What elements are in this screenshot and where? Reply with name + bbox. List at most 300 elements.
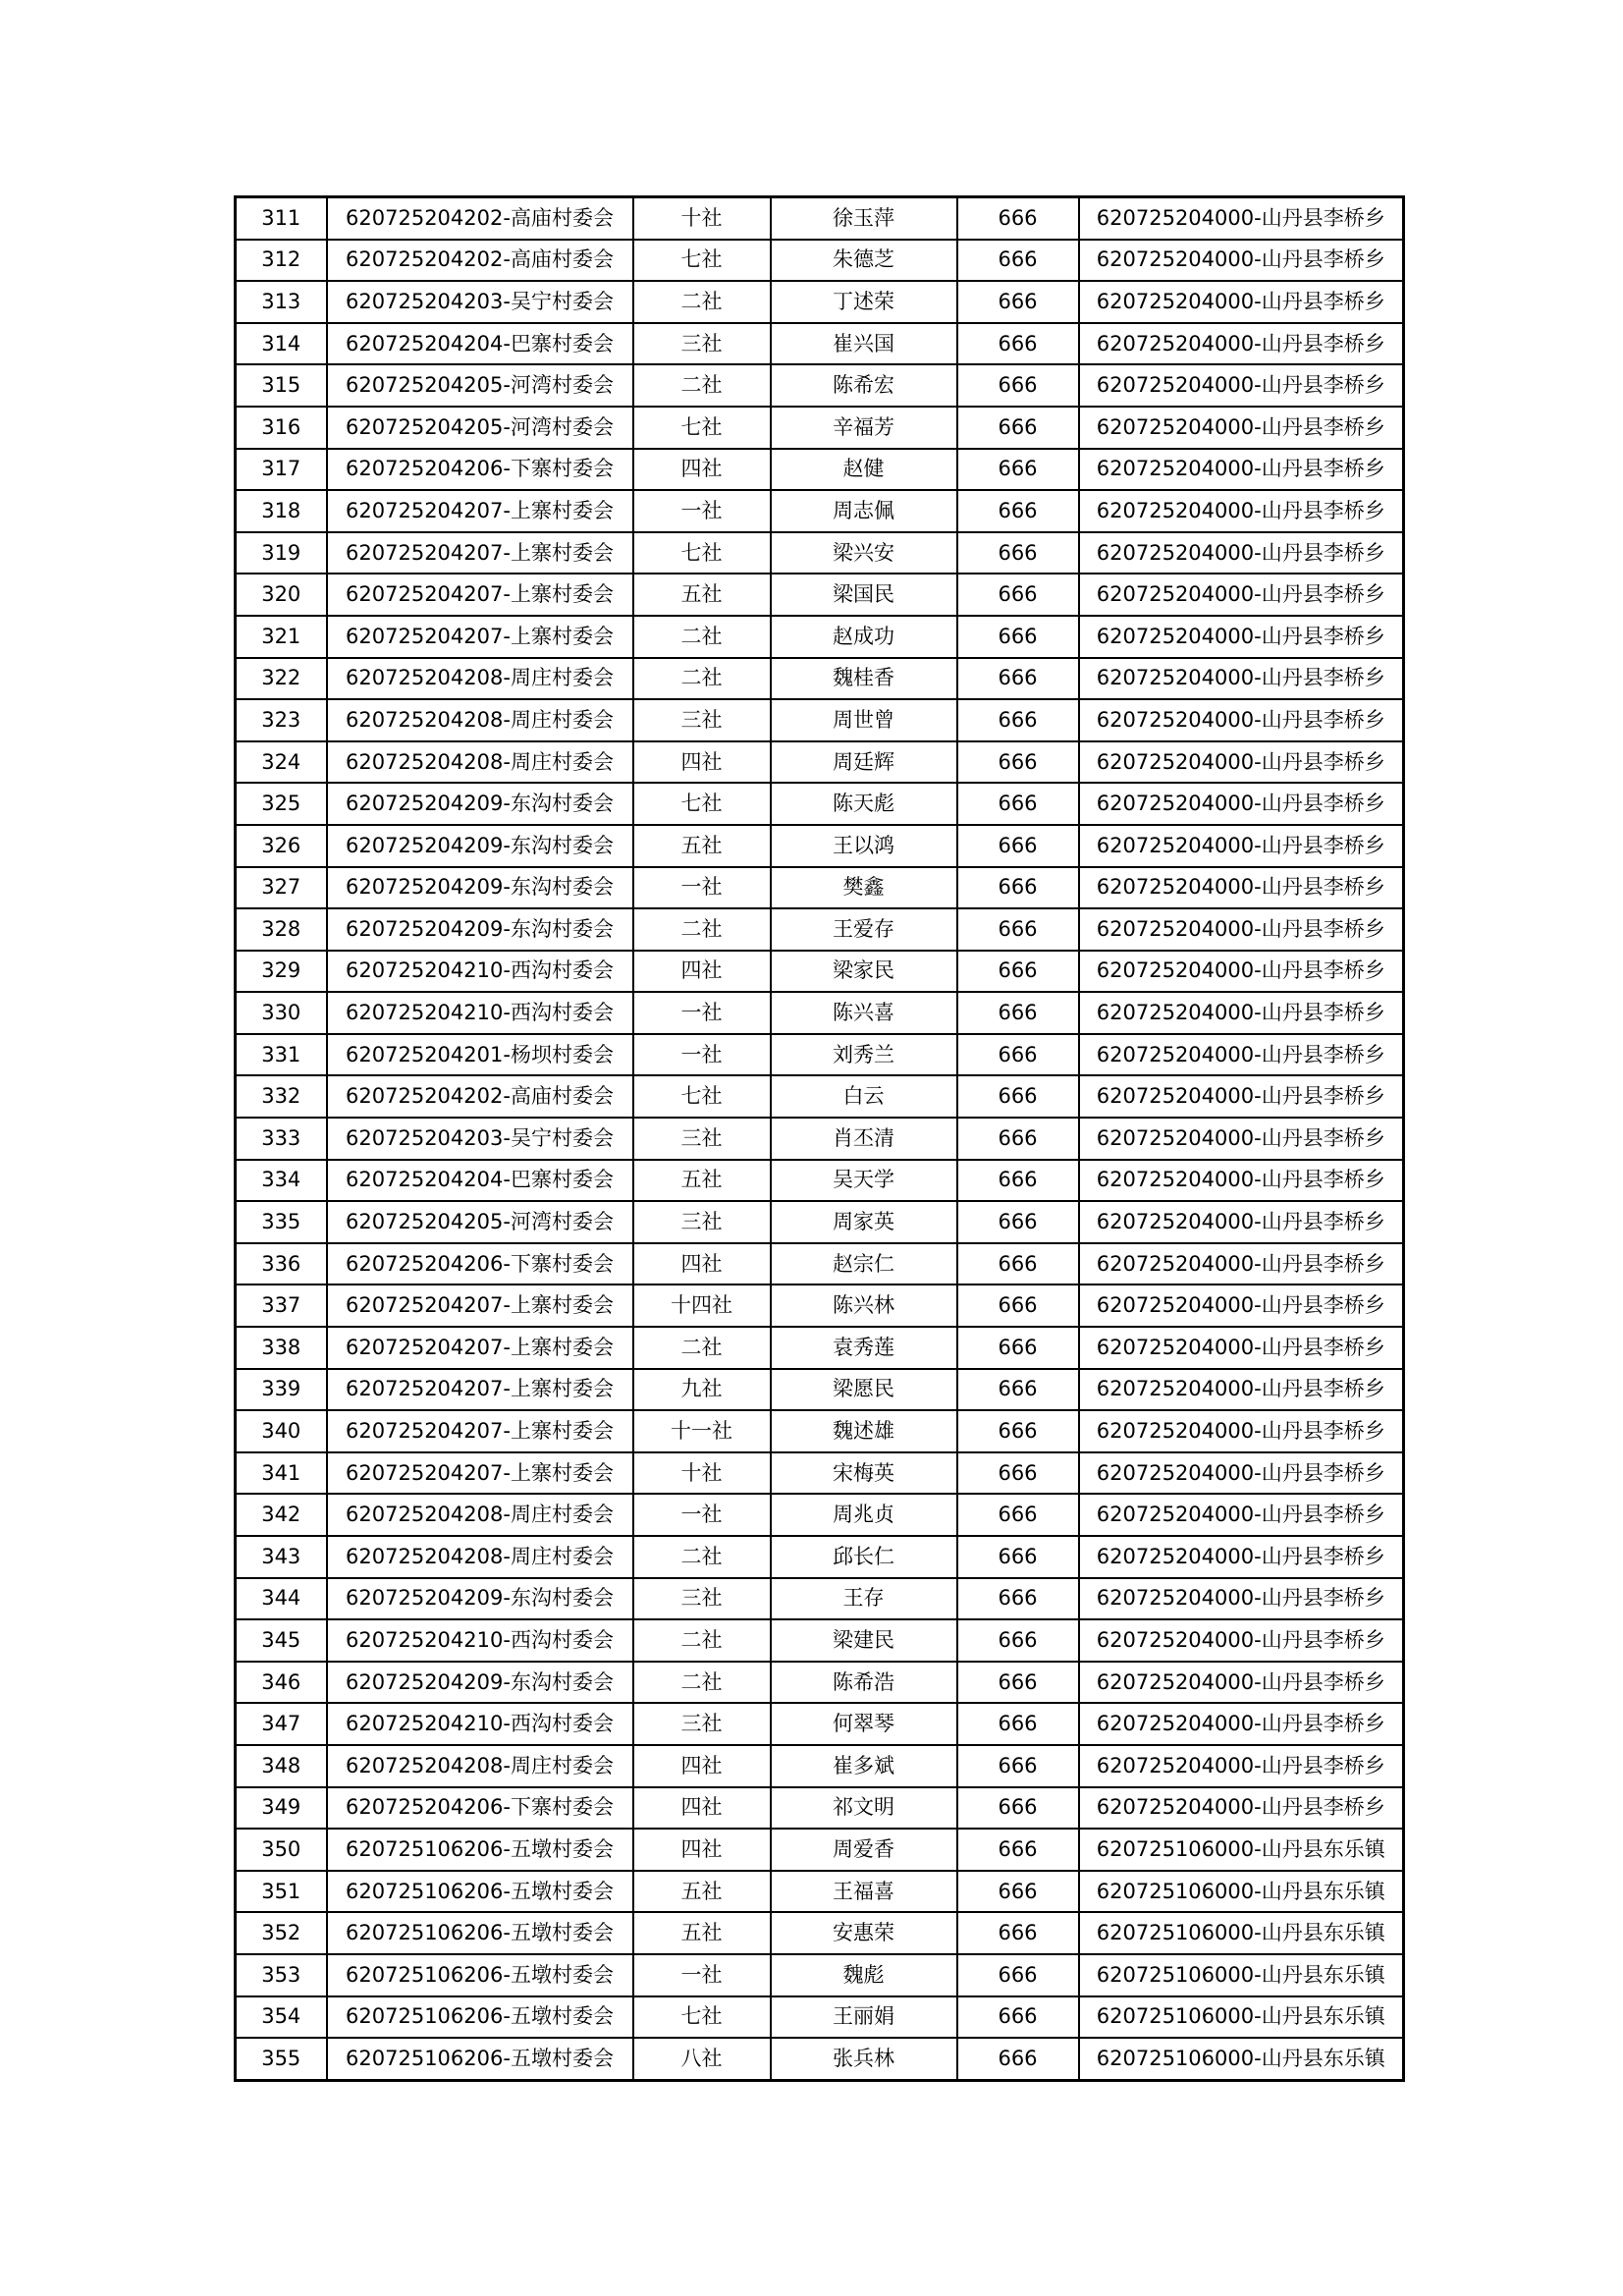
name-cell: 王存 <box>771 1578 957 1620</box>
row-number-cell: 314 <box>236 323 327 365</box>
amount-cell: 666 <box>957 658 1079 700</box>
township-code-cell: 620725204000-山丹县李桥乡 <box>1079 741 1404 784</box>
village-code-cell: 620725204208-周庄村委会 <box>327 658 633 700</box>
row-number-cell: 352 <box>236 1912 327 1954</box>
township-code-cell: 620725204000-山丹县李桥乡 <box>1079 1619 1404 1662</box>
name-cell: 何翠琴 <box>771 1703 957 1745</box>
amount-cell: 666 <box>957 783 1079 825</box>
township-code-cell: 620725204000-山丹县李桥乡 <box>1079 1410 1404 1452</box>
amount-cell: 666 <box>957 1452 1079 1495</box>
township-code-cell: 620725204000-山丹县李桥乡 <box>1079 364 1404 407</box>
amount-cell: 666 <box>957 951 1079 993</box>
table-row <box>236 407 1404 449</box>
township-code-cell: 620725204000-山丹县李桥乡 <box>1079 1034 1404 1076</box>
village-code-cell: 620725204208-周庄村委会 <box>327 699 633 741</box>
group-cell: 十四社 <box>633 1285 771 1327</box>
name-cell: 肖丕清 <box>771 1118 957 1160</box>
table-row <box>236 825 1404 867</box>
township-code-cell: 620725204000-山丹县李桥乡 <box>1079 490 1404 532</box>
table-row <box>236 1410 1404 1452</box>
village-code-cell: 620725204207-上寨村委会 <box>327 532 633 574</box>
village-code-cell: 620725204201-杨坝村委会 <box>327 1034 633 1076</box>
group-cell: 七社 <box>633 240 771 282</box>
amount-cell: 666 <box>957 281 1079 323</box>
group-cell: 七社 <box>633 407 771 449</box>
group-cell: 三社 <box>633 1201 771 1243</box>
township-code-cell: 620725204000-山丹县李桥乡 <box>1079 783 1404 825</box>
township-code-cell: 620725204000-山丹县李桥乡 <box>1079 532 1404 574</box>
amount-cell: 666 <box>957 1703 1079 1745</box>
row-number-cell: 325 <box>236 783 327 825</box>
township-code-cell: 620725204000-山丹县李桥乡 <box>1079 1327 1404 1369</box>
group-cell: 五社 <box>633 825 771 867</box>
table-row <box>236 992 1404 1034</box>
row-number-cell: 342 <box>236 1494 327 1536</box>
township-code-cell: 620725106000-山丹县东乐镇 <box>1079 1954 1404 1996</box>
township-code-cell: 620725204000-山丹县李桥乡 <box>1079 1243 1404 1285</box>
group-cell: 一社 <box>633 1494 771 1536</box>
row-number-cell: 318 <box>236 490 327 532</box>
village-code-cell: 620725204209-东沟村委会 <box>327 1662 633 1704</box>
table-row <box>236 951 1404 993</box>
group-cell: 二社 <box>633 658 771 700</box>
township-code-cell: 620725204000-山丹县李桥乡 <box>1079 1662 1404 1704</box>
village-code-cell: 620725204206-下寨村委会 <box>327 1243 633 1285</box>
name-cell: 陈希浩 <box>771 1662 957 1704</box>
village-code-cell: 620725204209-东沟村委会 <box>327 867 633 909</box>
table-row <box>236 240 1404 282</box>
village-code-cell: 620725204209-东沟村委会 <box>327 1578 633 1620</box>
row-number-cell: 334 <box>236 1160 327 1202</box>
amount-cell: 666 <box>957 2038 1079 2080</box>
amount-cell: 666 <box>957 1912 1079 1954</box>
amount-cell: 666 <box>957 1075 1079 1118</box>
row-number-cell: 327 <box>236 867 327 909</box>
group-cell: 十社 <box>633 1452 771 1495</box>
group-cell: 二社 <box>633 1619 771 1662</box>
row-number-cell: 329 <box>236 951 327 993</box>
table-row <box>236 908 1404 951</box>
township-code-cell: 620725204000-山丹县李桥乡 <box>1079 240 1404 282</box>
name-cell: 王以鸿 <box>771 825 957 867</box>
amount-cell: 666 <box>957 825 1079 867</box>
village-code-cell: 620725204203-吴宁村委会 <box>327 281 633 323</box>
name-cell: 白云 <box>771 1075 957 1118</box>
name-cell: 梁愿民 <box>771 1369 957 1411</box>
table-row <box>236 1285 1404 1327</box>
amount-cell: 666 <box>957 1745 1079 1787</box>
amount-cell: 666 <box>957 1996 1079 2039</box>
group-cell: 七社 <box>633 532 771 574</box>
township-code-cell: 620725204000-山丹县李桥乡 <box>1079 908 1404 951</box>
table-row <box>236 1494 1404 1536</box>
table-row <box>236 574 1404 616</box>
village-code-cell: 620725204206-下寨村委会 <box>327 1787 633 1830</box>
table-row <box>236 197 1404 240</box>
row-number-cell: 330 <box>236 992 327 1034</box>
table-row <box>236 1452 1404 1495</box>
group-cell: 十一社 <box>633 1410 771 1452</box>
table-row <box>236 1745 1404 1787</box>
amount-cell: 666 <box>957 1118 1079 1160</box>
village-code-cell: 620725204208-周庄村委会 <box>327 1494 633 1536</box>
group-cell: 五社 <box>633 1160 771 1202</box>
name-cell: 周志佩 <box>771 490 957 532</box>
amount-cell: 666 <box>957 1160 1079 1202</box>
row-number-cell: 332 <box>236 1075 327 1118</box>
row-number-cell: 348 <box>236 1745 327 1787</box>
amount-cell: 666 <box>957 1410 1079 1452</box>
village-code-cell: 620725204210-西沟村委会 <box>327 1703 633 1745</box>
amount-cell: 666 <box>957 1578 1079 1620</box>
township-code-cell: 620725204000-山丹县李桥乡 <box>1079 1787 1404 1830</box>
group-cell: 一社 <box>633 1954 771 1996</box>
village-code-cell: 620725106206-五墩村委会 <box>327 1829 633 1871</box>
name-cell: 辛福芳 <box>771 407 957 449</box>
group-cell: 二社 <box>633 364 771 407</box>
township-code-cell: 620725204000-山丹县李桥乡 <box>1079 1160 1404 1202</box>
township-code-cell: 620725106000-山丹县东乐镇 <box>1079 1996 1404 2039</box>
amount-cell: 666 <box>957 1285 1079 1327</box>
group-cell: 七社 <box>633 1075 771 1118</box>
amount-cell: 666 <box>957 574 1079 616</box>
township-code-cell: 620725106000-山丹县东乐镇 <box>1079 1912 1404 1954</box>
row-number-cell: 349 <box>236 1787 327 1830</box>
name-cell: 吴天学 <box>771 1160 957 1202</box>
name-cell: 魏桂香 <box>771 658 957 700</box>
group-cell: 三社 <box>633 323 771 365</box>
township-code-cell: 620725106000-山丹县东乐镇 <box>1079 2038 1404 2080</box>
township-code-cell: 620725204000-山丹县李桥乡 <box>1079 574 1404 616</box>
row-number-cell: 324 <box>236 741 327 784</box>
name-cell: 朱德芝 <box>771 240 957 282</box>
row-number-cell: 351 <box>236 1871 327 1913</box>
table-row <box>236 699 1404 741</box>
name-cell: 安惠荣 <box>771 1912 957 1954</box>
group-cell: 四社 <box>633 1787 771 1830</box>
township-code-cell: 620725106000-山丹县东乐镇 <box>1079 1871 1404 1913</box>
name-cell: 张兵林 <box>771 2038 957 2080</box>
row-number-cell: 347 <box>236 1703 327 1745</box>
group-cell: 二社 <box>633 281 771 323</box>
amount-cell: 666 <box>957 1829 1079 1871</box>
village-code-cell: 620725106206-五墩村委会 <box>327 2038 633 2080</box>
group-cell: 五社 <box>633 1912 771 1954</box>
amount-cell: 666 <box>957 364 1079 407</box>
township-code-cell: 620725204000-山丹县李桥乡 <box>1079 1745 1404 1787</box>
township-code-cell: 620725204000-山丹县李桥乡 <box>1079 699 1404 741</box>
row-number-cell: 354 <box>236 1996 327 2039</box>
village-code-cell: 620725204204-巴寨村委会 <box>327 323 633 365</box>
group-cell: 七社 <box>633 783 771 825</box>
group-cell: 一社 <box>633 490 771 532</box>
table-row <box>236 364 1404 407</box>
village-code-cell: 620725204204-巴寨村委会 <box>327 1160 633 1202</box>
township-code-cell: 620725204000-山丹县李桥乡 <box>1079 616 1404 658</box>
township-code-cell: 620725204000-山丹县李桥乡 <box>1079 1703 1404 1745</box>
township-code-cell: 620725204000-山丹县李桥乡 <box>1079 1075 1404 1118</box>
amount-cell: 666 <box>957 1787 1079 1830</box>
group-cell: 五社 <box>633 574 771 616</box>
table-row <box>236 532 1404 574</box>
group-cell: 三社 <box>633 699 771 741</box>
row-number-cell: 344 <box>236 1578 327 1620</box>
group-cell: 八社 <box>633 2038 771 2080</box>
amount-cell: 666 <box>957 490 1079 532</box>
village-code-cell: 620725106206-五墩村委会 <box>327 1871 633 1913</box>
table-row <box>236 741 1404 784</box>
table-row <box>236 1369 1404 1411</box>
table-row <box>236 783 1404 825</box>
name-cell: 陈兴林 <box>771 1285 957 1327</box>
row-number-cell: 316 <box>236 407 327 449</box>
row-number-cell: 321 <box>236 616 327 658</box>
table-row <box>236 1201 1404 1243</box>
table-row <box>236 1912 1404 1954</box>
group-cell: 三社 <box>633 1578 771 1620</box>
township-code-cell: 620725204000-山丹县李桥乡 <box>1079 407 1404 449</box>
table-row <box>236 1662 1404 1704</box>
township-code-cell: 620725106000-山丹县东乐镇 <box>1079 1829 1404 1871</box>
row-number-cell: 323 <box>236 699 327 741</box>
table-row <box>236 449 1404 491</box>
name-cell: 丁述荣 <box>771 281 957 323</box>
village-code-cell: 620725204202-高庙村委会 <box>327 197 633 240</box>
row-number-cell: 311 <box>236 197 327 240</box>
table-row <box>236 658 1404 700</box>
amount-cell: 666 <box>957 240 1079 282</box>
township-code-cell: 620725204000-山丹县李桥乡 <box>1079 1494 1404 1536</box>
name-cell: 周爱香 <box>771 1829 957 1871</box>
village-code-cell: 620725204210-西沟村委会 <box>327 1619 633 1662</box>
village-code-cell: 620725204205-河湾村委会 <box>327 407 633 449</box>
group-cell: 一社 <box>633 992 771 1034</box>
group-cell: 五社 <box>633 1871 771 1913</box>
table-row <box>236 1243 1404 1285</box>
village-code-cell: 620725204209-东沟村委会 <box>327 783 633 825</box>
amount-cell: 666 <box>957 699 1079 741</box>
table-row <box>236 1703 1404 1745</box>
township-code-cell: 620725204000-山丹县李桥乡 <box>1079 1201 1404 1243</box>
village-code-cell: 620725204207-上寨村委会 <box>327 574 633 616</box>
amount-cell: 666 <box>957 197 1079 240</box>
row-number-cell: 312 <box>236 240 327 282</box>
name-cell: 王丽娟 <box>771 1996 957 2039</box>
township-code-cell: 620725204000-山丹县李桥乡 <box>1079 323 1404 365</box>
township-code-cell: 620725204000-山丹县李桥乡 <box>1079 449 1404 491</box>
row-number-cell: 338 <box>236 1327 327 1369</box>
row-number-cell: 339 <box>236 1369 327 1411</box>
township-code-cell: 620725204000-山丹县李桥乡 <box>1079 658 1404 700</box>
name-cell: 梁兴安 <box>771 532 957 574</box>
row-number-cell: 326 <box>236 825 327 867</box>
group-cell: 二社 <box>633 1327 771 1369</box>
name-cell: 王爱存 <box>771 908 957 951</box>
row-number-cell: 331 <box>236 1034 327 1076</box>
group-cell: 一社 <box>633 1034 771 1076</box>
name-cell: 赵健 <box>771 449 957 491</box>
village-code-cell: 620725106206-五墩村委会 <box>327 1954 633 1996</box>
amount-cell: 666 <box>957 1201 1079 1243</box>
name-cell: 徐玉萍 <box>771 197 957 240</box>
table-row <box>236 1536 1404 1578</box>
row-number-cell: 345 <box>236 1619 327 1662</box>
table-row <box>236 1829 1404 1871</box>
amount-cell: 666 <box>957 1536 1079 1578</box>
name-cell: 周廷辉 <box>771 741 957 784</box>
village-code-cell: 620725204202-高庙村委会 <box>327 1075 633 1118</box>
village-code-cell: 620725204209-东沟村委会 <box>327 908 633 951</box>
amount-cell: 666 <box>957 867 1079 909</box>
name-cell: 梁家民 <box>771 951 957 993</box>
group-cell: 三社 <box>633 1118 771 1160</box>
amount-cell: 666 <box>957 532 1079 574</box>
amount-cell: 666 <box>957 1369 1079 1411</box>
table-body <box>236 197 1404 2081</box>
data-table <box>234 195 1405 2082</box>
table-row <box>236 323 1404 365</box>
village-code-cell: 620725204208-周庄村委会 <box>327 741 633 784</box>
group-cell: 二社 <box>633 908 771 951</box>
amount-cell: 666 <box>957 908 1079 951</box>
name-cell: 崔兴国 <box>771 323 957 365</box>
name-cell: 陈兴喜 <box>771 992 957 1034</box>
village-code-cell: 620725204207-上寨村委会 <box>327 616 633 658</box>
village-code-cell: 620725204208-周庄村委会 <box>327 1536 633 1578</box>
township-code-cell: 620725204000-山丹县李桥乡 <box>1079 1578 1404 1620</box>
row-number-cell: 313 <box>236 281 327 323</box>
name-cell: 赵宗仁 <box>771 1243 957 1285</box>
name-cell: 周世曾 <box>771 699 957 741</box>
row-number-cell: 315 <box>236 364 327 407</box>
township-code-cell: 620725204000-山丹县李桥乡 <box>1079 1536 1404 1578</box>
group-cell: 四社 <box>633 741 771 784</box>
name-cell: 梁国民 <box>771 574 957 616</box>
township-code-cell: 620725204000-山丹县李桥乡 <box>1079 867 1404 909</box>
township-code-cell: 620725204000-山丹县李桥乡 <box>1079 197 1404 240</box>
name-cell: 陈天彪 <box>771 783 957 825</box>
name-cell: 袁秀莲 <box>771 1327 957 1369</box>
amount-cell: 666 <box>957 1662 1079 1704</box>
table-row <box>236 867 1404 909</box>
group-cell: 三社 <box>633 1703 771 1745</box>
amount-cell: 666 <box>957 449 1079 491</box>
village-code-cell: 620725204207-上寨村委会 <box>327 1369 633 1411</box>
row-number-cell: 346 <box>236 1662 327 1704</box>
village-code-cell: 620725204207-上寨村委会 <box>327 1452 633 1495</box>
group-cell: 四社 <box>633 1745 771 1787</box>
township-code-cell: 620725204000-山丹县李桥乡 <box>1079 1285 1404 1327</box>
row-number-cell: 337 <box>236 1285 327 1327</box>
name-cell: 陈希宏 <box>771 364 957 407</box>
name-cell: 周家英 <box>771 1201 957 1243</box>
amount-cell: 666 <box>957 323 1079 365</box>
village-code-cell: 620725204206-下寨村委会 <box>327 449 633 491</box>
name-cell: 邱长仁 <box>771 1536 957 1578</box>
group-cell: 二社 <box>633 1662 771 1704</box>
amount-cell: 666 <box>957 741 1079 784</box>
village-code-cell: 620725204205-河湾村委会 <box>327 1201 633 1243</box>
row-number-cell: 336 <box>236 1243 327 1285</box>
table-row <box>236 1034 1404 1076</box>
name-cell: 宋梅英 <box>771 1452 957 1495</box>
name-cell: 祁文明 <box>771 1787 957 1830</box>
name-cell: 魏述雄 <box>771 1410 957 1452</box>
amount-cell: 666 <box>957 407 1079 449</box>
group-cell: 十社 <box>633 197 771 240</box>
name-cell: 崔多斌 <box>771 1745 957 1787</box>
village-code-cell: 620725106206-五墩村委会 <box>327 1912 633 1954</box>
amount-cell: 666 <box>957 1494 1079 1536</box>
group-cell: 二社 <box>633 616 771 658</box>
table-row <box>236 1871 1404 1913</box>
row-number-cell: 341 <box>236 1452 327 1495</box>
row-number-cell: 340 <box>236 1410 327 1452</box>
township-code-cell: 620725204000-山丹县李桥乡 <box>1079 951 1404 993</box>
table-row <box>236 281 1404 323</box>
table-row <box>236 1160 1404 1202</box>
name-cell: 樊鑫 <box>771 867 957 909</box>
village-code-cell: 620725204210-西沟村委会 <box>327 951 633 993</box>
township-code-cell: 620725204000-山丹县李桥乡 <box>1079 1452 1404 1495</box>
row-number-cell: 319 <box>236 532 327 574</box>
village-code-cell: 620725204202-高庙村委会 <box>327 240 633 282</box>
name-cell: 赵成功 <box>771 616 957 658</box>
table-row <box>236 1996 1404 2039</box>
group-cell: 四社 <box>633 1243 771 1285</box>
township-code-cell: 620725204000-山丹县李桥乡 <box>1079 1369 1404 1411</box>
township-code-cell: 620725204000-山丹县李桥乡 <box>1079 825 1404 867</box>
row-number-cell: 355 <box>236 2038 327 2080</box>
amount-cell: 666 <box>957 1327 1079 1369</box>
name-cell: 王福喜 <box>771 1871 957 1913</box>
group-cell: 一社 <box>633 867 771 909</box>
amount-cell: 666 <box>957 1871 1079 1913</box>
table-row <box>236 1619 1404 1662</box>
group-cell: 四社 <box>633 951 771 993</box>
township-code-cell: 620725204000-山丹县李桥乡 <box>1079 281 1404 323</box>
row-number-cell: 320 <box>236 574 327 616</box>
village-code-cell: 620725204203-吴宁村委会 <box>327 1118 633 1160</box>
group-cell: 九社 <box>633 1369 771 1411</box>
group-cell: 四社 <box>633 449 771 491</box>
table-row <box>236 1578 1404 1620</box>
township-code-cell: 620725204000-山丹县李桥乡 <box>1079 1118 1404 1160</box>
amount-cell: 666 <box>957 1034 1079 1076</box>
name-cell: 魏彪 <box>771 1954 957 1996</box>
table-row <box>236 1118 1404 1160</box>
row-number-cell: 350 <box>236 1829 327 1871</box>
village-code-cell: 620725204207-上寨村委会 <box>327 490 633 532</box>
amount-cell: 666 <box>957 1619 1079 1662</box>
village-code-cell: 620725204207-上寨村委会 <box>327 1327 633 1369</box>
name-cell: 周兆贞 <box>771 1494 957 1536</box>
village-code-cell: 620725204208-周庄村委会 <box>327 1745 633 1787</box>
village-code-cell: 620725204207-上寨村委会 <box>327 1285 633 1327</box>
row-number-cell: 322 <box>236 658 327 700</box>
amount-cell: 666 <box>957 616 1079 658</box>
table-row <box>236 1075 1404 1118</box>
group-cell: 二社 <box>633 1536 771 1578</box>
amount-cell: 666 <box>957 1243 1079 1285</box>
village-code-cell: 620725204209-东沟村委会 <box>327 825 633 867</box>
village-code-cell: 620725106206-五墩村委会 <box>327 1996 633 2039</box>
amount-cell: 666 <box>957 1954 1079 1996</box>
village-code-cell: 620725204210-西沟村委会 <box>327 992 633 1034</box>
township-code-cell: 620725204000-山丹县李桥乡 <box>1079 992 1404 1034</box>
row-number-cell: 328 <box>236 908 327 951</box>
name-cell: 梁建民 <box>771 1619 957 1662</box>
